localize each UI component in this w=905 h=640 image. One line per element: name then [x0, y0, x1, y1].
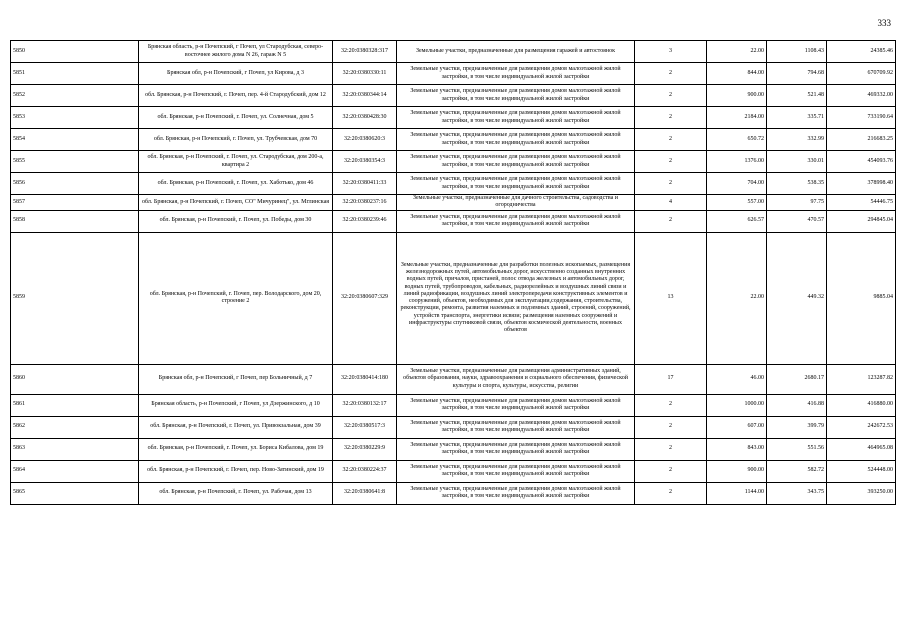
cadastral-value-cell: 242672.53: [827, 416, 896, 438]
row-number: 5853: [11, 107, 139, 129]
address-cell: обл. Брянская, р-н Почепский, г. Почеп, ул. Солнечная, дом 5: [139, 107, 333, 129]
area-cell: 1376.00: [707, 151, 767, 173]
cadastral-number-cell: 32:20:0380224:37: [333, 460, 397, 482]
land-use-cell: Земельные участки, предназначенные для размещения домов малоэтажной жилой застройки, в том числе индивидуальной жилой застройки: [397, 438, 635, 460]
land-use-cell: Земельные участки, предназначенные для размещения гаражей и автостоянок: [397, 41, 635, 63]
row-number: 5856: [11, 173, 139, 195]
cadastral-value-cell: 524448.00: [827, 460, 896, 482]
address-cell: обл. Брянская, р-н Почепский, г. Почеп, пер. Ново-Затинский, дом 19: [139, 460, 333, 482]
area-cell: 900.00: [707, 85, 767, 107]
cadastral-value-cell: 294845.04: [827, 210, 896, 232]
cadastral-number-cell: 32:20:0380354:3: [333, 151, 397, 173]
table-row: [11, 438, 896, 460]
cadastral-number-cell: 32:20:0380330:11: [333, 63, 397, 85]
rate-cell: 538.35: [767, 173, 827, 195]
table-row: [11, 195, 896, 211]
cadastral-value-cell: 24385.46: [827, 41, 896, 63]
rate-cell: 551.56: [767, 438, 827, 460]
area-cell: 557.00: [707, 195, 767, 211]
land-use-cell: Земельные участки, предназначенные для разработки полезных ископаемых, размещения железнодорожных путей, автомобильных дорог, искусственно созданных внутренних водных путей, причалов, пристаней, полос отвода железных и автомобильных дорог, водных путей, трубопроводов, кабельных, радиорелейных и воздушных линий связи и линий радиофикации, воздушных линий электропередачи конструктивных элементов и сооружений, объектов, необходимых для эксплуатации,содержания, строительства, реконструкции, ремонта, развития наземных и подземных зданий, строений, сооружений, устройств транспорта, энергетики исвязи; размещения наземных сооружений и инфраструктуры спутниковой связи, объектов космической деятельности, военных объектов: [397, 232, 635, 364]
land-registry-table: [10, 40, 896, 505]
land-use-cell: Земельные участки, предназначенные для размещения домов малоэтажной жилой застройки, в том числе индивидуальной жилой застройки: [397, 460, 635, 482]
cadastral-value-cell: 733190.64: [827, 107, 896, 129]
address-cell: обл. Брянская, р-н Почепский, г. Почеп, пер. 4-й Стародубский, дом 12: [139, 85, 333, 107]
area-cell: 900.00: [707, 460, 767, 482]
area-cell: 46.00: [707, 364, 767, 394]
table-row: [11, 394, 896, 416]
cadastral-value-cell: 54446.75: [827, 195, 896, 211]
use-code-cell: 2: [635, 129, 707, 151]
table-row: [11, 364, 896, 394]
land-use-cell: Земельные участки, предназначенные для размещения административных зданий, объектов образования, науки, здравоохранения и социального обеспечения, физической культуры и спорта, культуры, искусства, религии: [397, 364, 635, 394]
cadastral-value-cell: 454093.76: [827, 151, 896, 173]
use-code-cell: 2: [635, 394, 707, 416]
use-code-cell: 2: [635, 63, 707, 85]
use-code-cell: 3: [635, 41, 707, 63]
rate-cell: 399.79: [767, 416, 827, 438]
use-code-cell: 2: [635, 210, 707, 232]
address-cell: Брянская обл, р-н Почепский, г Почеп, пер Больничный, д 7: [139, 364, 333, 394]
use-code-cell: 17: [635, 364, 707, 394]
cadastral-value-cell: 416880.00: [827, 394, 896, 416]
table-row: [11, 41, 896, 63]
rate-cell: 1108.43: [767, 41, 827, 63]
address-cell: Брянская область, р-н Почепский, г Почеп, ул Стародубская, северо-восточнее жилого дома N 26, гараж N 5: [139, 41, 333, 63]
cadastral-value-cell: 216683.25: [827, 129, 896, 151]
cadastral-number-cell: 32:20:0380620:3: [333, 129, 397, 151]
rate-cell: 343.75: [767, 482, 827, 504]
cadastral-number-cell: 32:20:0380239:46: [333, 210, 397, 232]
address-cell: обл. Брянская, р-н Почепский, г. Почеп, пер. Володарского, дом 20, строение 2: [139, 232, 333, 364]
table-row: [11, 416, 896, 438]
table-row: [11, 460, 896, 482]
area-cell: 704.00: [707, 173, 767, 195]
use-code-cell: 2: [635, 173, 707, 195]
use-code-cell: 2: [635, 460, 707, 482]
rate-cell: 2680.17: [767, 364, 827, 394]
row-number: 5862: [11, 416, 139, 438]
cadastral-number-cell: 32:20:0380641:8: [333, 482, 397, 504]
row-number: 5861: [11, 394, 139, 416]
row-number: 5850: [11, 41, 139, 63]
land-use-cell: Земельные участки, предназначенные для размещения домов малоэтажной жилой застройки, в том числе индивидуальной жилой застройки: [397, 129, 635, 151]
address-cell: обл. Брянская, р-н Почепский, г. Почеп, ул. Хаботько, дом 46: [139, 173, 333, 195]
use-code-cell: 2: [635, 482, 707, 504]
area-cell: 2184.00: [707, 107, 767, 129]
area-cell: 607.00: [707, 416, 767, 438]
address-cell: обл. Брянская, р-н Почепский, г. Почеп, ул. Трубчевская, дом 70: [139, 129, 333, 151]
cadastral-number-cell: 32:20:0380411:33: [333, 173, 397, 195]
land-use-cell: Земельные участки, предназначенные для размещения домов малоэтажной жилой застройки, в том числе индивидуальной жилой застройки: [397, 173, 635, 195]
address-cell: обл. Брянская, р-н Почепский, г. Почеп, СО" Мичуринец", ул. Мглинская: [139, 195, 333, 211]
cadastral-value-cell: 464965.08: [827, 438, 896, 460]
land-use-cell: Земельные участки, предназначенные для размещения домов малоэтажной жилой застройки, в том числе индивидуальной жилой застройки: [397, 394, 635, 416]
row-number: 5864: [11, 460, 139, 482]
row-number: 5855: [11, 151, 139, 173]
use-code-cell: 2: [635, 85, 707, 107]
cadastral-value-cell: 123287.82: [827, 364, 896, 394]
table-row: [11, 482, 896, 504]
address-cell: Брянская обл, р-н Почепский, г Почеп, ул Кирова, д 3: [139, 63, 333, 85]
cadastral-number-cell: 32:20:0380607:329: [333, 232, 397, 364]
address-cell: обл. Брянская, р-н Почепский, г. Почеп, ул. Победы, дом 30: [139, 210, 333, 232]
use-code-cell: 2: [635, 151, 707, 173]
row-number: 5854: [11, 129, 139, 151]
table-row: [11, 173, 896, 195]
rate-cell: 332.99: [767, 129, 827, 151]
cadastral-number-cell: 32:20:0380428:30: [333, 107, 397, 129]
use-code-cell: 4: [635, 195, 707, 211]
address-cell: обл. Брянская, р-н Почепский, г. Почеп, ул. Бориса Кибалова, дом 19: [139, 438, 333, 460]
cadastral-number-cell: 32:20:0380229:9: [333, 438, 397, 460]
table-row: [11, 210, 896, 232]
area-cell: 843.00: [707, 438, 767, 460]
use-code-cell: 2: [635, 438, 707, 460]
rate-cell: 582.72: [767, 460, 827, 482]
table-row: [11, 129, 896, 151]
table-row: [11, 107, 896, 129]
cadastral-number-cell: 32:20:0380328:317: [333, 41, 397, 63]
land-use-cell: Земельные участки, предназначенные для размещения домов малоэтажной жилой застройки, в том числе индивидуальной жилой застройки: [397, 151, 635, 173]
address-cell: обл. Брянская, р-н Почепский, г. Почеп, ул. Рабочая, дом 13: [139, 482, 333, 504]
area-cell: 22.00: [707, 232, 767, 364]
land-use-cell: Земельные участки, предназначенные для размещения домов малоэтажной жилой застройки, в том числе индивидуальной жилой застройки: [397, 416, 635, 438]
land-use-cell: Земельные участки, предназначенные для размещения домов малоэтажной жилой застройки, в том числе индивидуальной жилой застройки: [397, 85, 635, 107]
rate-cell: 521.48: [767, 85, 827, 107]
address-cell: обл. Брянская, р-н Почепский, г. Почеп, ул. Привокзальная, дом 39: [139, 416, 333, 438]
cadastral-number-cell: 32:20:0380132:17: [333, 394, 397, 416]
cadastral-value-cell: 469332.00: [827, 85, 896, 107]
table-row: [11, 232, 896, 364]
row-number: 5859: [11, 232, 139, 364]
row-number: 5865: [11, 482, 139, 504]
cadastral-value-cell: 393250.00: [827, 482, 896, 504]
rate-cell: 470.57: [767, 210, 827, 232]
area-cell: 22.00: [707, 41, 767, 63]
table-row: [11, 85, 896, 107]
rate-cell: 335.71: [767, 107, 827, 129]
address-cell: обл. Брянская, р-н Почепский, г. Почеп, ул. Стародубская, дом 200-а, квартира 2: [139, 151, 333, 173]
row-number: 5851: [11, 63, 139, 85]
row-number: 5863: [11, 438, 139, 460]
row-number: 5858: [11, 210, 139, 232]
rate-cell: 330.01: [767, 151, 827, 173]
row-number: 5860: [11, 364, 139, 394]
use-code-cell: 2: [635, 416, 707, 438]
area-cell: 626.57: [707, 210, 767, 232]
rate-cell: 97.75: [767, 195, 827, 211]
land-use-cell: Земельные участки, предназначенные для размещения домов малоэтажной жилой застройки, в том числе индивидуальной жилой застройки: [397, 210, 635, 232]
use-code-cell: 2: [635, 107, 707, 129]
cadastral-value-cell: 670709.92: [827, 63, 896, 85]
land-use-cell: Земельные участки, предназначенные для размещения домов малоэтажной жилой застройки, в том числе индивидуальной жилой застройки: [397, 482, 635, 504]
cadastral-value-cell: 378998.40: [827, 173, 896, 195]
page-number: 333: [877, 18, 891, 28]
row-number: 5852: [11, 85, 139, 107]
area-cell: 1144.00: [707, 482, 767, 504]
cadastral-number-cell: 32:20:0380414:180: [333, 364, 397, 394]
table-row: [11, 63, 896, 85]
land-use-cell: Земельные участки, предназначенные для дачного строительства, садоводства и огородничества: [397, 195, 635, 211]
table-row: [11, 151, 896, 173]
rate-cell: 794.68: [767, 63, 827, 85]
area-cell: 844.00: [707, 63, 767, 85]
address-cell: Брянская область, р-н Почепский, г Почеп, ул Дзержинского, д 10: [139, 394, 333, 416]
land-use-cell: Земельные участки, предназначенные для размещения домов малоэтажной жилой застройки, в том числе индивидуальной жилой застройки: [397, 63, 635, 85]
cadastral-value-cell: 9885.04: [827, 232, 896, 364]
land-use-cell: Земельные участки, предназначенные для размещения домов малоэтажной жилой застройки, в том числе индивидуальной жилой застройки: [397, 107, 635, 129]
rate-cell: 416.88: [767, 394, 827, 416]
cadastral-number-cell: 32:20:0380237:16: [333, 195, 397, 211]
area-cell: 650.72: [707, 129, 767, 151]
row-number: 5857: [11, 195, 139, 211]
area-cell: 1000.00: [707, 394, 767, 416]
cadastral-number-cell: 32:20:0380517:3: [333, 416, 397, 438]
cadastral-number-cell: 32:20:0380344:14: [333, 85, 397, 107]
use-code-cell: 13: [635, 232, 707, 364]
rate-cell: 449.32: [767, 232, 827, 364]
